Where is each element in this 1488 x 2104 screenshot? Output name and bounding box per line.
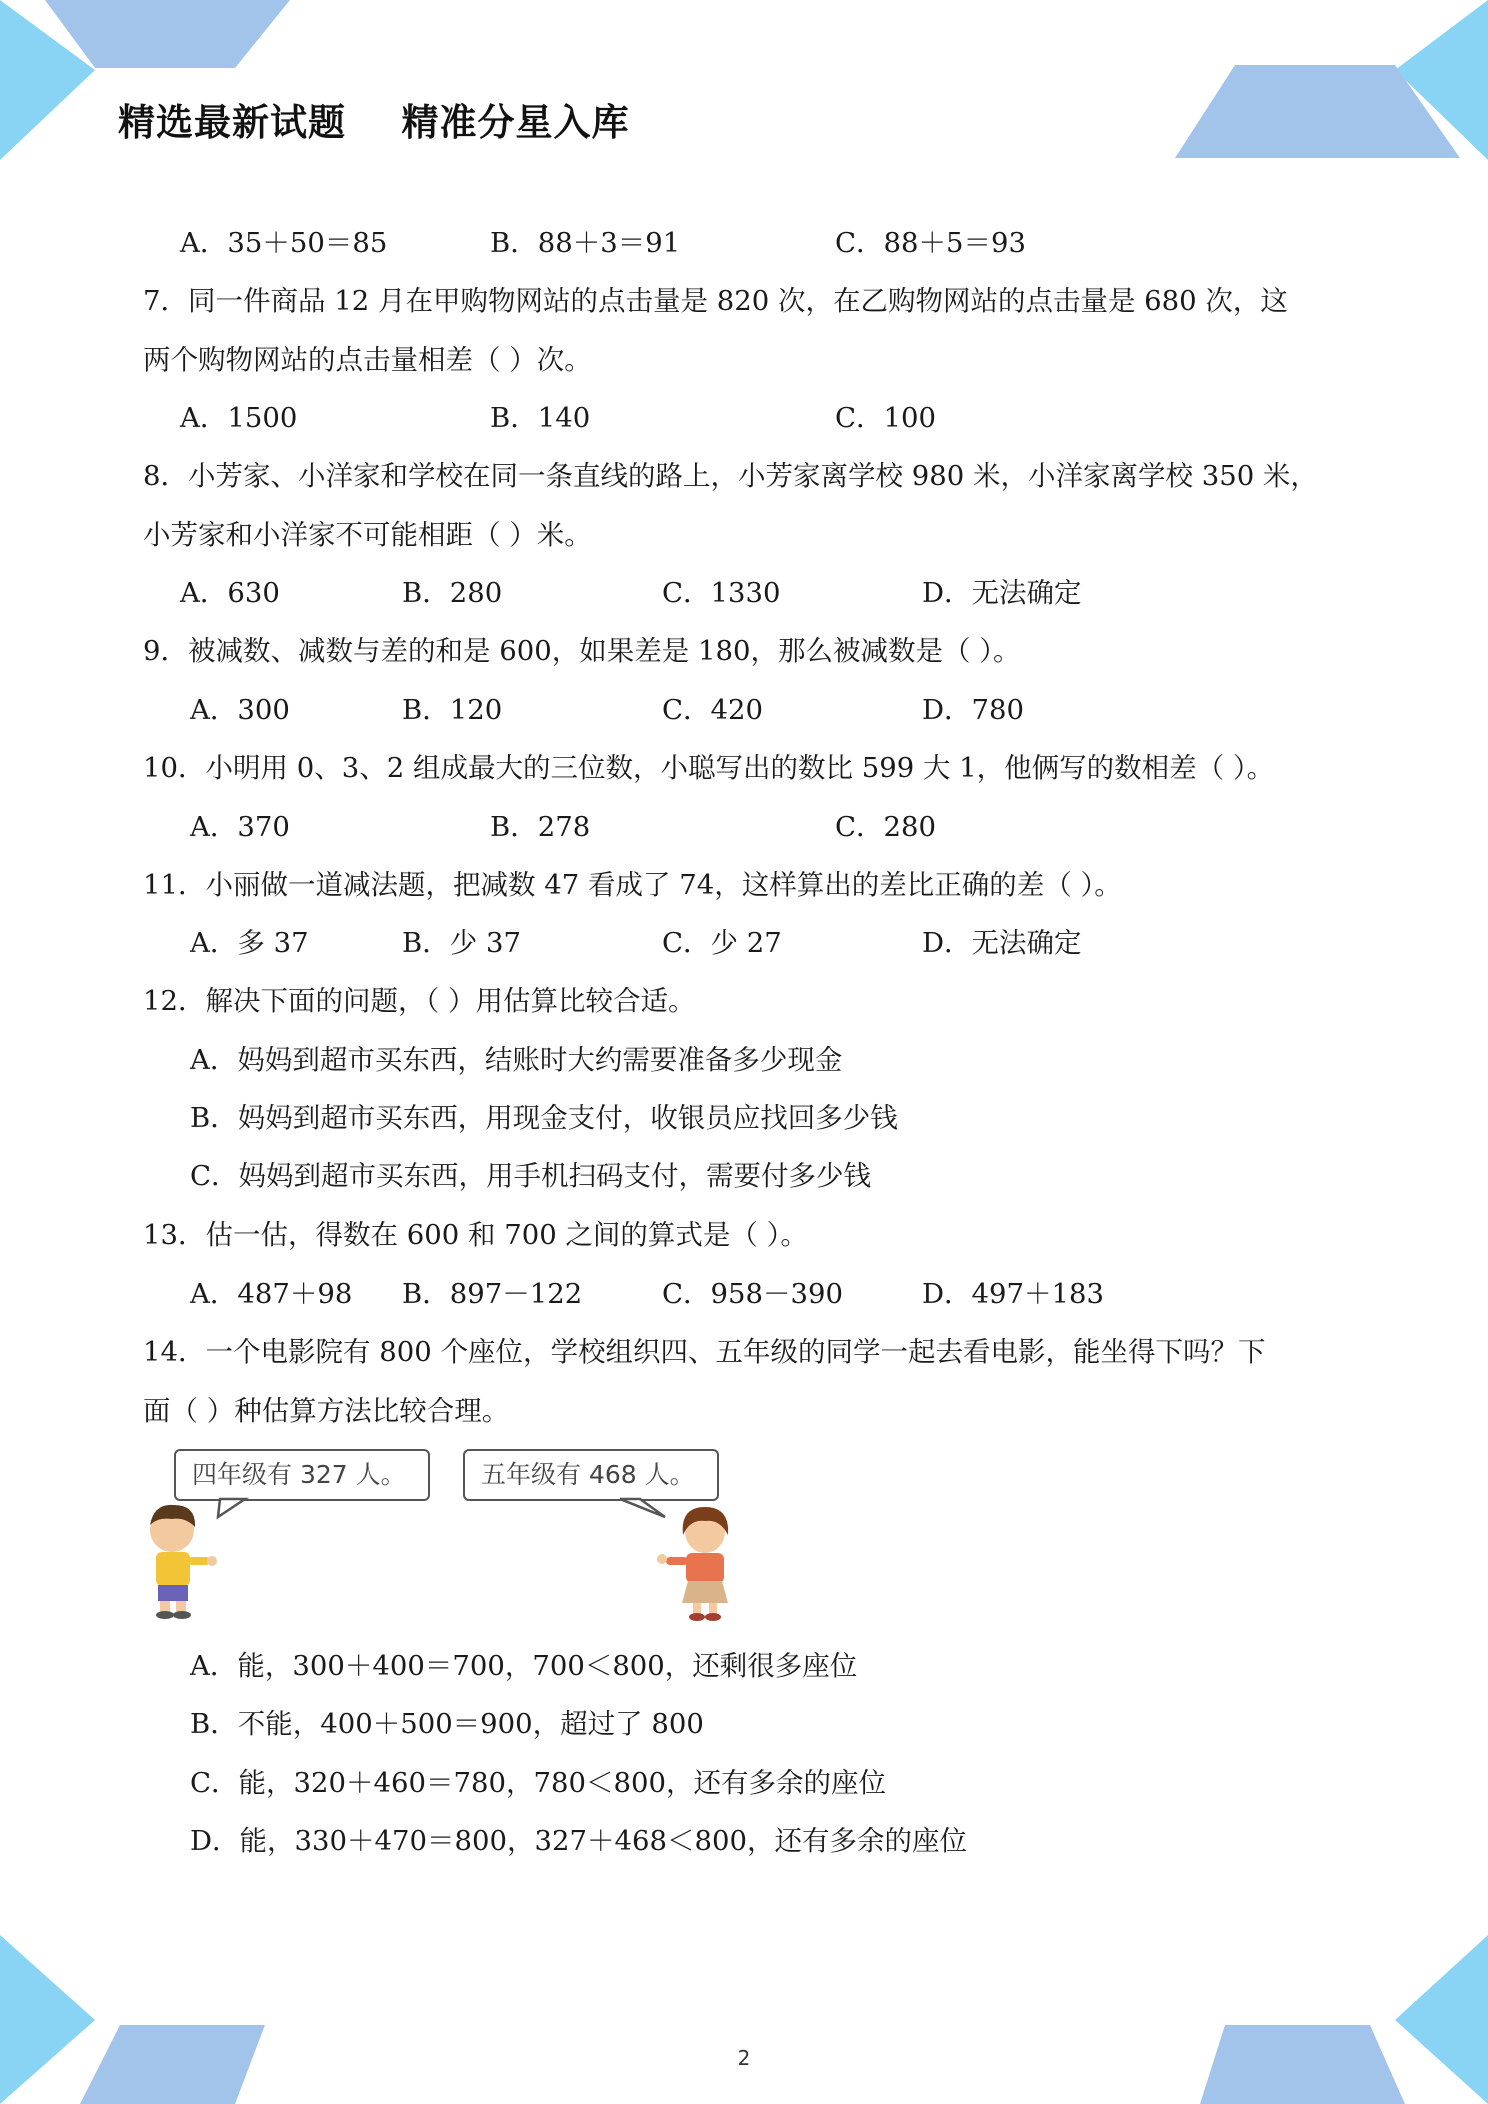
q9-option-d: D．780 xyxy=(922,694,1025,726)
corner-triangle-bottom-right xyxy=(1395,1935,1488,2104)
q7-option-a: A．1500 xyxy=(180,402,298,434)
corner-trapezoid-top-left xyxy=(45,0,290,68)
q14-option-b: B．不能，400＋500＝900，超过了 800 xyxy=(190,1708,704,1740)
girl-figure-icon xyxy=(657,1507,728,1621)
boy-figure-icon xyxy=(150,1505,217,1619)
q6-option-b: B．88＋3＝91 xyxy=(490,227,681,259)
q13-option-d: D．497＋183 xyxy=(922,1278,1105,1310)
q14-option-d: D．能，330＋470＝800，327＋468＜800，还有多余的座位 xyxy=(190,1825,967,1857)
q8-text-line2: 小芳家和小洋家不可能相距（ ）米。 xyxy=(143,519,592,551)
header-title: 精选最新试题 精准分星入库 xyxy=(118,101,630,144)
speech-bubble-grade-five: 五年级有 468 人。 xyxy=(463,1449,719,1501)
q8-option-b: B．280 xyxy=(402,577,503,609)
q14-option-c: C．能，320＋460＝780，780＜800，还有多余的座位 xyxy=(190,1767,886,1799)
q10-option-c: C．280 xyxy=(835,811,937,843)
page-number: 2 xyxy=(737,2046,751,2070)
q7-option-b: B．140 xyxy=(490,402,591,434)
q14-illustration xyxy=(140,1495,780,1625)
q13-text-line1: 13．估一估，得数在 600 和 700 之间的算式是（ ）。 xyxy=(143,1219,808,1251)
q10-text-line1: 10．小明用 0、3、2 组成最大的三位数，小聪写出的数比 599 大 1，他俩写的数相差（ ）。 xyxy=(143,752,1275,784)
q6-option-c: C．88＋5＝93 xyxy=(835,227,1027,259)
q11-option-d: D．无法确定 xyxy=(922,927,1082,959)
q13-option-a: A．487＋98 xyxy=(190,1278,353,1310)
q7-option-c: C．100 xyxy=(835,402,937,434)
speech-bubble-grade-four: 四年级有 327 人。 xyxy=(174,1449,430,1501)
q11-option-a: A．多 37 xyxy=(190,927,309,959)
bubble-tail-right xyxy=(620,1499,665,1517)
q6-option-a: A．35＋50＝85 xyxy=(180,227,388,259)
q8-option-d: D．无法确定 xyxy=(922,577,1082,609)
q11-option-b: B．少 37 xyxy=(402,927,521,959)
q8-option-c: C．1330 xyxy=(662,577,781,609)
q12-option-c: C．妈妈到超市买东西，用手机扫码支付，需要付多少钱 xyxy=(190,1160,872,1192)
q12-text-line1: 12．解决下面的问题，（ ）用估算比较合适。 xyxy=(143,985,696,1017)
corner-triangle-bottom-left xyxy=(0,1935,95,2104)
q14-text-line1: 14．一个电影院有 800 个座位，学校组织四、五年级的同学一起去看电影，能坐得下吗？下 xyxy=(143,1336,1266,1368)
q12-option-a: A．妈妈到超市买东西，结账时大约需要准备多少现金 xyxy=(190,1044,843,1076)
q9-option-b: B．120 xyxy=(402,694,503,726)
q8-text-line1: 8．小芳家、小洋家和学校在同一条直线的路上，小芳家离学校 980 米，小洋家离学校 350 米， xyxy=(143,460,1318,492)
q9-option-a: A．300 xyxy=(190,694,290,726)
q12-option-b: B．妈妈到超市买东西，用现金支付，收银员应找回多少钱 xyxy=(190,1102,898,1134)
q7-text-line1: 7．同一件商品 12 月在甲购物网站的点击量是 820 次，在乙购物网站的点击量是 680 次，这 xyxy=(143,285,1288,317)
q11-text-line1: 11．小丽做一道减法题，把减数 47 看成了 74，这样算出的差比正确的差（ ）。 xyxy=(143,869,1122,901)
q8-option-a: A．630 xyxy=(180,577,280,609)
q14-option-a: A．能，300＋400＝700，700＜800，还剩很多座位 xyxy=(190,1650,858,1682)
q10-option-a: A．370 xyxy=(190,811,290,843)
q10-option-b: B．278 xyxy=(490,811,591,843)
q13-option-c: C．958－390 xyxy=(662,1278,844,1310)
bubble-tail-left xyxy=(218,1499,245,1517)
q9-text-line1: 9．被减数、减数与差的和是 600，如果差是 180，那么被减数是（ ）。 xyxy=(143,635,1021,667)
q13-option-b: B．897－122 xyxy=(402,1278,583,1310)
q7-text-line2: 两个购物网站的点击量相差（ ）次。 xyxy=(143,344,592,376)
q14-text-line2: 面（ ）种估算方法比较合理。 xyxy=(143,1395,510,1427)
q11-option-c: C．少 27 xyxy=(662,927,782,959)
q9-option-c: C．420 xyxy=(662,694,764,726)
